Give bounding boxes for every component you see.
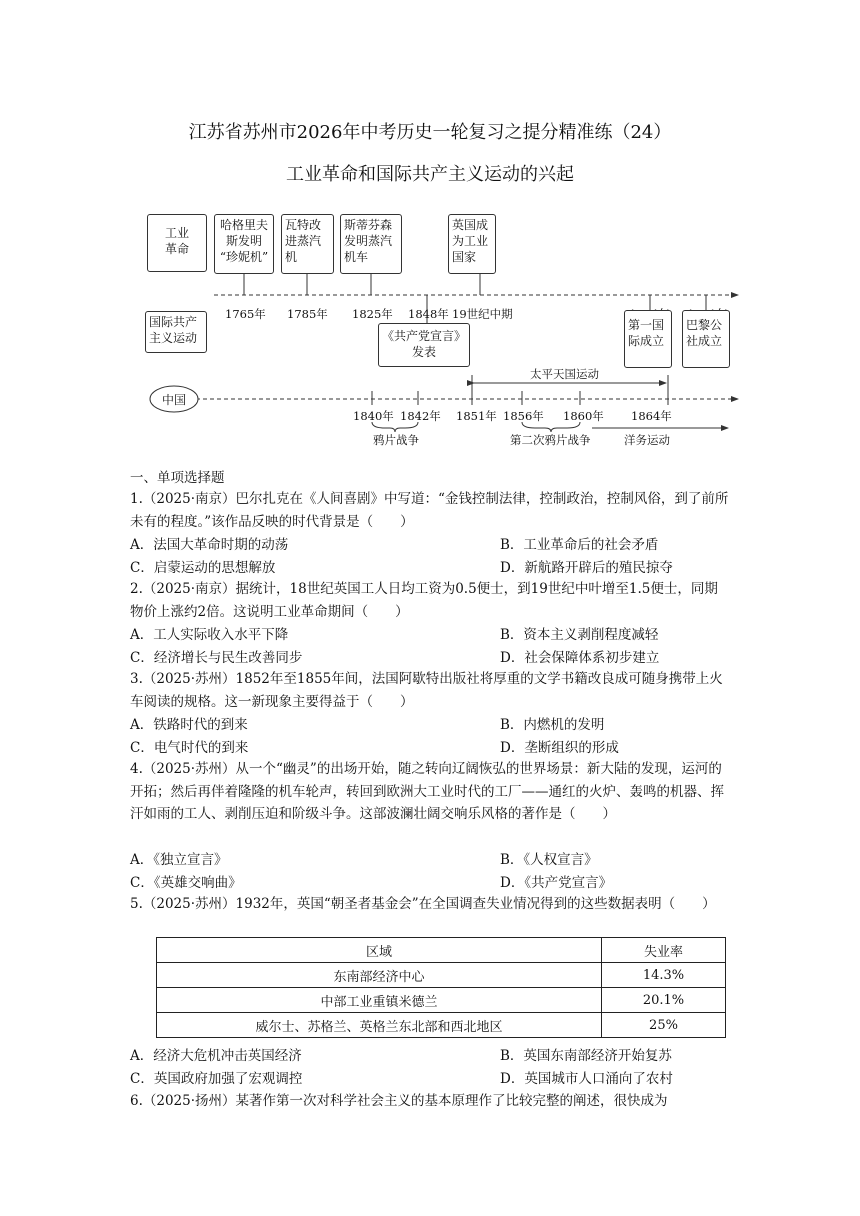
table-row [157,963,726,988]
opium2-label: 第二次鸦片战争 [510,433,591,447]
table-header-rate: 失业率 [602,938,726,963]
question-1-stem: 1.（2025·南京）巴尔扎克在《人间喜剧》中写道：“金钱控制法律，控制政治，控制风俗，到了前所未有的程度。”该作品反映的时代背景是（ ） [130,491,729,530]
table-cell-region: 东南部经济中心 [157,963,602,988]
q1-option-c[interactable]: C．启蒙运动的思想解放 [130,560,276,576]
q1-option-d[interactable]: D．新航路开辟后的殖民掠夺 [500,560,673,576]
q4-option-b[interactable]: B．《人权宣言》 [500,852,598,868]
q4-option-d[interactable]: D．《共产党宣言》 [500,875,613,891]
year-1851: 1851年 [456,409,497,423]
china-label: 中国 [162,393,187,407]
event-jenny: 哈格里夫 斯发明 “珍妮机” [214,214,274,274]
table-cell-rate: 14.3% [602,963,726,988]
q5-option-c[interactable]: C．英国政府加强了宏观调控 [130,1071,303,1087]
table-cell-rate: 25% [602,1013,726,1038]
year-1840: 1840年 [353,409,394,423]
table-cell-rate: 20.1% [602,988,726,1013]
q2-option-c[interactable]: C．经济增长与民生改善同步 [130,650,303,666]
q2-option-d[interactable]: D．社会保障体系初步建立 [500,650,660,666]
year-19th-mid: 19世纪中期 [452,307,513,321]
unemployment-table [156,937,726,1038]
q2-option-a[interactable]: A．工人实际收入水平下降 [130,627,289,643]
opium1-label: 鸦片战争 [373,433,419,447]
question-6-stem: 6.（2025·扬州）某著作第一次对科学社会主义的基本原理作了比较完整的阐述，很快成为 [130,1093,668,1109]
q1-option-b[interactable]: B．工业革命后的社会矛盾 [500,537,659,553]
table-header-row [157,938,726,963]
q4-option-c[interactable]: C．《英雄交响曲》 [130,875,242,891]
section-heading: 一、单项选择题 [130,470,225,486]
table-cell-region: 中部工业重镇米德兰 [157,988,602,1013]
year-1785: 1785年 [287,307,328,321]
question-4-stem: 4.（2025·苏州）从一个“幽灵”的出场开始，随之转向辽阔恢弘的世界场景：新大陆的发现，运河的开拓；然后再伴着隆隆的机车轮声，转回到欧洲大工业时代的工厂——通红的火炉、轰鸣的机器、挥汗如雨的工人、剥削压迫和阶级斗争。这部波澜壮阔交响乐风格的著作是（ ） [130,761,724,822]
event-britain-industrial: 英国成 为工业 国家 [448,214,496,274]
q5-option-b[interactable]: B．英国东南部经济开始复苏 [500,1048,672,1064]
q3-option-b[interactable]: B．内燃机的发明 [500,717,605,733]
event-manifesto: 《共产党宣言》 发表 [378,323,470,367]
year-1848: 1848年 [408,307,449,321]
q1-option-a[interactable]: A．法国大革命时期的动荡 [130,537,289,553]
q4-option-a[interactable]: A．《独立宣言》 [130,852,228,868]
year-1856: 1856年 [503,409,544,423]
question-2-stem: 2.（2025·南京）据统计，18世纪英国工人日均工资为0.5便士，到19世纪中叶增至1.5便士，同期物价上涨约2倍。这说明工业革命期间（ ） [130,581,718,620]
event-paris-commune: 巴黎公 社成立 [682,310,730,368]
table-row [157,988,726,1013]
q5-option-a[interactable]: A．经济大危机冲击英国经济 [130,1048,302,1064]
q3-option-d[interactable]: D．垄断组织的形成 [500,740,619,756]
timeline-diagram [0,0,860,460]
q2-option-b[interactable]: B．资本主义剥削程度减轻 [500,627,659,643]
table-cell-region: 威尔士、苏格兰、英格兰东北部和西北地区 [157,1013,602,1038]
westernization-label: 洋务运动 [624,433,670,447]
table-header-region: 区域 [157,938,602,963]
q5-option-d[interactable]: D．英国城市人口涌向了农村 [500,1071,673,1087]
communist-movement-box: 国际共产 主义运动 [145,311,207,353]
q3-option-a[interactable]: A．铁路时代的到来 [130,717,248,733]
year-1765: 1765年 [225,307,266,321]
q3-option-c[interactable]: C．电气时代的到来 [130,740,249,756]
year-1864-bottom: 1864年 [631,409,672,423]
year-1860: 1860年 [563,409,604,423]
page-subtitle: 工业革命和国际共产主义运动的兴起 [286,164,574,185]
page-title: 江苏省苏州市2026年中考历史一轮复习之提分精准练（24） [188,122,672,143]
industrial-revolution-box: 工业 革命 [147,214,207,272]
event-first-international: 第一国 际成立 [624,310,672,368]
year-1825: 1825年 [352,307,393,321]
question-3-stem: 3.（2025·苏州）1852年至1855年间，法国阿歇特出版社将厚重的文学书籍改良成可随身携带上火车阅读的规格。这一新现象主要得益于（ ） [130,671,723,710]
event-watt: 瓦特改 进蒸汽 机 [281,214,334,274]
table-row [157,1013,726,1038]
question-5-stem: 5.（2025·苏州）1932年，英国“朝圣者基金会”在全国调查失业情况得到的这些数据表明（ ） [130,896,716,912]
taiping-label: 太平天国运动 [530,367,599,381]
event-stephenson: 斯蒂芬森 发明蒸汽 机车 [340,214,402,274]
year-1842: 1842年 [400,409,441,423]
